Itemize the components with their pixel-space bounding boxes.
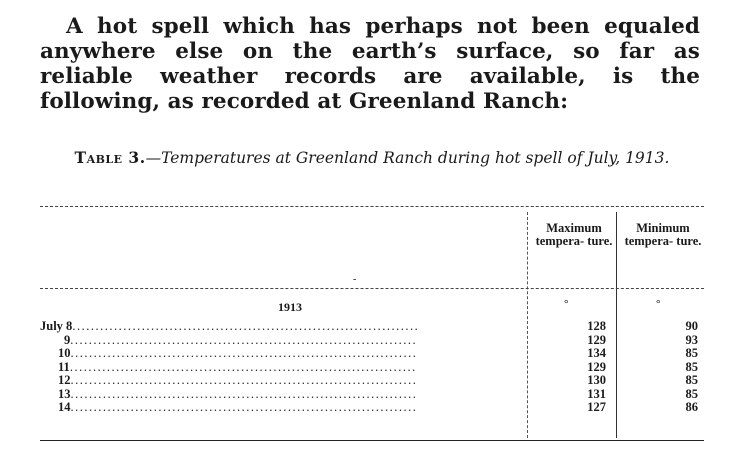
- row-date: 13: [58, 387, 71, 401]
- row-min-temp: 93: [685, 332, 698, 347]
- table-top-rule: [40, 206, 704, 207]
- table-body: [40, 320, 704, 415]
- table-row: [40, 388, 704, 402]
- row-min-temp: 85: [685, 359, 698, 374]
- row-min-temp: 90: [685, 319, 698, 333]
- table-row: [40, 374, 704, 388]
- table-label: Table 3.: [74, 148, 146, 167]
- table-row: [40, 361, 704, 375]
- leader-dots: ...........................................................................: [70, 333, 418, 347]
- row-max-temp: 127: [587, 400, 606, 414]
- degree-mark-min: °: [656, 298, 661, 310]
- table-title: —Temperatures at Greenland Ranch during hot spell of July, 1913.: [145, 149, 670, 167]
- table-header-rule: [40, 288, 704, 289]
- leader-dots: ...........................................................................: [70, 401, 418, 414]
- temperature-table: [40, 206, 704, 442]
- row-max-temp: 134: [587, 346, 606, 360]
- degree-mark-max: °: [564, 298, 569, 310]
- row-date: 9: [64, 333, 71, 347]
- row-date: 14: [58, 401, 71, 414]
- table-row: [40, 320, 704, 334]
- leader-dots: ...........................................................................: [70, 387, 418, 401]
- column-header-min: Minimum tempera- ture.: [624, 221, 702, 248]
- row-date: 10: [58, 347, 71, 360]
- row-min-temp: 85: [685, 386, 698, 401]
- table-row: [40, 347, 704, 361]
- table-row: [40, 334, 704, 348]
- row-max-temp: 129: [587, 359, 606, 374]
- table-bottom-rule: [40, 440, 704, 441]
- row-date: 12: [58, 374, 71, 387]
- leader-dots: ...........................................................................: [72, 320, 420, 333]
- row-min-temp: 85: [685, 346, 698, 360]
- leader-dots: ...........................................................................: [69, 360, 417, 374]
- row-max-temp: 131: [587, 386, 606, 401]
- row-min-temp: 86: [685, 400, 698, 414]
- row-date: July 8: [40, 320, 73, 333]
- row-max-temp: 129: [587, 332, 606, 347]
- year-subheader: 1913: [278, 300, 302, 314]
- stub-mark: -: [353, 274, 357, 285]
- column-header-max: Maximum tempera- ture.: [535, 221, 613, 248]
- row-max-temp: 128: [587, 319, 606, 333]
- leader-dots: ...........................................................................: [70, 347, 418, 360]
- leader-dots: ...........................................................................: [70, 374, 418, 387]
- row-min-temp: 85: [685, 373, 698, 387]
- table-row: [40, 401, 704, 415]
- row-date: 11: [58, 360, 70, 374]
- row-max-temp: 130: [587, 373, 606, 387]
- intro-paragraph: A hot spell which has perhaps not been equaled anywhere else on the earth’s surface, so far as reliable weather records are available, is the following, as recorded at Greenland Ranch:: [40, 14, 700, 114]
- table-caption: [40, 148, 704, 168]
